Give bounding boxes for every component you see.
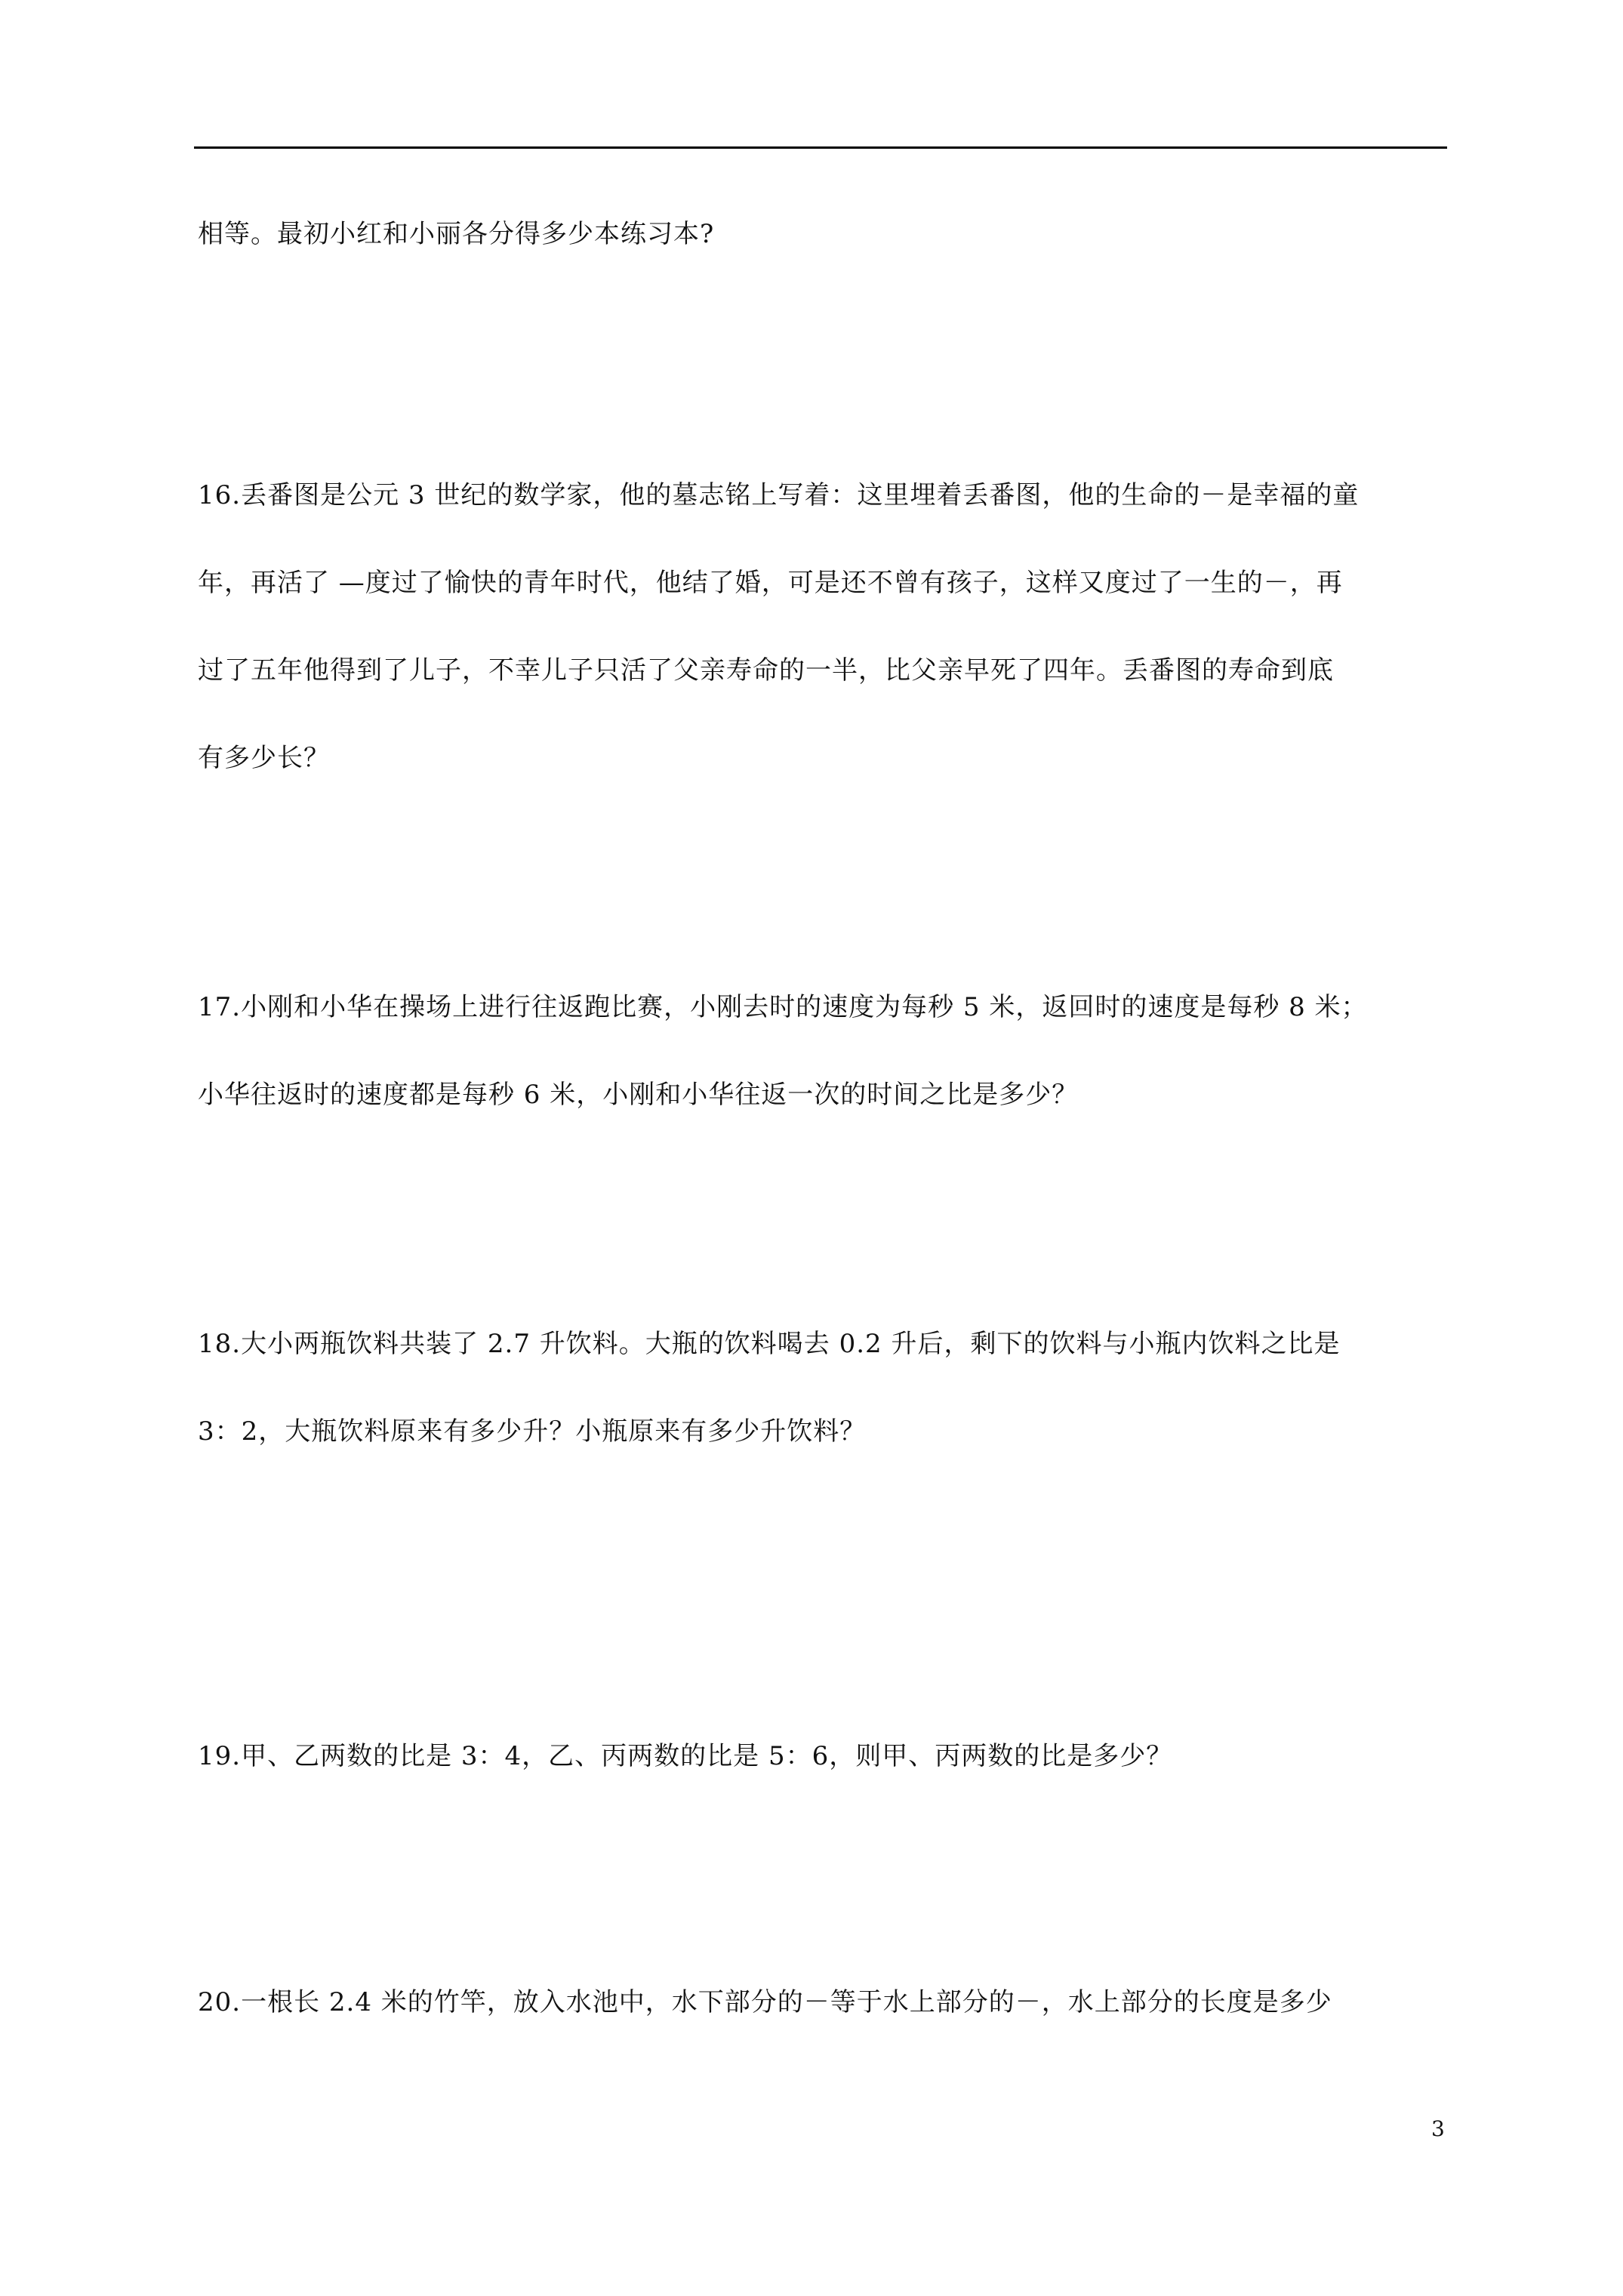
problem-19-line-1: 19.甲、乙两数的比是 3：4，乙、丙两数的比是 5：6，则甲、丙两数的比是多少？ [198,1741,1173,1771]
problem-16-line-4: 有多少长？ [198,743,330,773]
header-rule [194,146,1447,149]
continuation-line: 相等。最初小红和小丽各分得多少本练习本? [198,219,715,249]
problem-17-line-2: 小华往返时的速度都是每秒 6 米，小刚和小华往返一次的时间之比是多少？ [198,1080,1079,1110]
problem-17-line-1: 17.小刚和小华在操场上进行往返跑比赛，小刚去时的速度为每秒 5 米，返回时的速度是每秒 8 米； [198,992,1368,1022]
problem-20-line-1: 20.一根长 2.4 米的竹竿，放入水池中，水下部分的－等于水上部分的－，水上部分的长度是多少 [198,1987,1332,2017]
problem-18-line-2: 3：2，大瓶饮料原来有多少升？小瓶原来有多少升饮料？ [198,1416,867,1447]
problem-18-line-1: 18.大小两瓶饮料共装了 2.7 升饮料。大瓶的饮料喝去 0.2 升后，剩下的饮料与小瓶内饮料之比是 [198,1329,1341,1359]
problem-16-line-3: 过了五年他得到了儿子，不幸儿子只活了父亲寿命的一半，比父亲早死了四年。丢番图的寿命到底 [198,655,1334,686]
problem-16-line-1: 16.丢番图是公元 3 世纪的数学家，他的墓志铭上写着：这里埋着丢番图，他的生命的－是幸福的童 [198,480,1360,510]
problem-16-line-2: 年，再活了 —度过了愉快的青年时代，他结了婚，可是还不曾有孩子，这样又度过了一生的－，再 [198,568,1343,598]
page-number: 3 [1431,2116,1445,2141]
